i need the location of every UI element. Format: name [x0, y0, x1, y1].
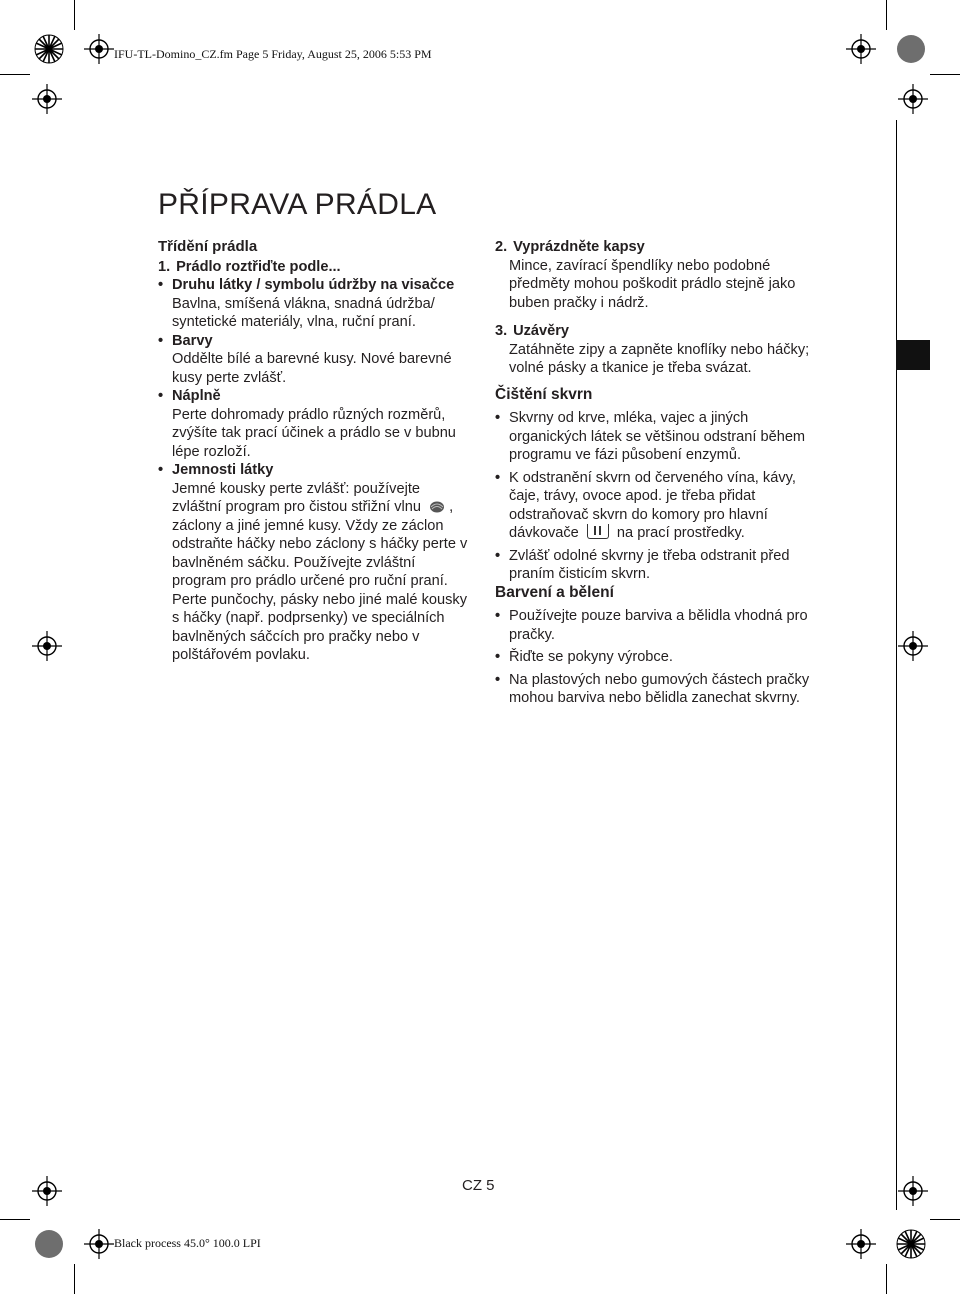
right-column [495, 238, 810, 708]
dyeing-bleaching-heading: Barvení a bělení [495, 583, 614, 601]
file-slug-bottom: Black process 45.0° 100.0 LPI [114, 1236, 261, 1250]
list-item [158, 387, 473, 461]
star-target-bottom-right [896, 1229, 926, 1259]
registration-mark-bottom-left [84, 1229, 114, 1259]
list-item [158, 276, 473, 332]
trim-line-right-bottom [930, 1219, 960, 1220]
list-item: • Na plastových nebo gumových částech pračky mohou barviva nebo bělidla zanechat skvrny. [495, 671, 810, 708]
list-item: • Skvrny od krve, mléka, vajec a jiných organických látek se většinou odstraní během programu ve fázi působení enzymů. [495, 409, 810, 465]
colour-text: Oddělte bílé a barevné kusy. Nové barevné kusy perte zvlášť. [172, 351, 452, 386]
step-1-label: Prádlo roztřiďte podle... [176, 258, 341, 275]
right-margin-rule [896, 120, 897, 1210]
gray-circle-bottom-left [34, 1229, 64, 1259]
left-column [158, 238, 473, 665]
step-2-number: 2. [495, 239, 508, 255]
delicate-label: • Jemnosti látky [172, 462, 274, 478]
trim-line-left-top [0, 74, 30, 75]
list-item: • Řiďte se pokyny výrobce. [495, 648, 810, 667]
trim-line-bottom-left [74, 1264, 75, 1294]
detergent-drawer-icon [587, 524, 609, 539]
registration-mark-right-upper [898, 84, 928, 114]
load-label: • Náplně [172, 388, 221, 404]
stain-text-2: K odstranění skvrn od červeného vína, kávy, čaje, trávy, ovoce apod. je třeba přidat odstraňovač skvrn do komory pro hlavní [509, 469, 796, 523]
page-title: PŘÍPRAVA PRÁDLA [158, 188, 437, 221]
registration-mark-left-lower [32, 1176, 62, 1206]
registration-mark-right-lower [898, 1176, 928, 1206]
stain-text-2-word: dávkovače [509, 525, 579, 541]
step-3-label: Uzávěry [513, 323, 570, 339]
registration-mark-left-upper [32, 84, 62, 114]
step-2-text: Mince, zavírací špendlíky nebo podobné předměty mohou poškodit prádlo stejně jako buben pračky i nádrž. [509, 257, 796, 311]
step-2-label: Vyprázdněte kapsy [513, 239, 645, 255]
delicate-text-before: Jemné kousky perte zvlášť: používejte zvláštní program pro čistou střižní vlnu [172, 480, 421, 515]
stain-removal-list [495, 409, 810, 584]
list-item [495, 469, 810, 543]
star-target-top-left [34, 34, 64, 64]
trim-line-left-bottom [0, 1219, 30, 1220]
list-item: • Používejte pouze barviva a bělidla vhodná pro pračky. [495, 607, 810, 644]
registration-mark-left-middle [32, 631, 62, 661]
step-3-text: Zatáhněte zipy a zapněte knoflíky nebo háčky; volné pásky a tkanice je třeba svázat. [509, 341, 810, 376]
dyeing-bleaching-list [495, 607, 810, 708]
trim-line-right-top [930, 74, 960, 75]
step-2-heading [495, 238, 810, 257]
sorting-list [158, 276, 473, 665]
registration-mark-right-middle [898, 631, 928, 661]
fabric-type-text: Bavlna, smíšená vlákna, snadná údržba/ syntetické materiály, vlna, ruční praní. [172, 295, 435, 330]
step-1-heading [158, 258, 473, 277]
list-item: • Zvlášť odolné skvrny je třeba odstranit před praním čisticím skvrn. [495, 547, 810, 584]
page-number: CZ 5 [462, 1177, 495, 1194]
registration-mark-top-right [846, 34, 876, 64]
delicate-text [172, 480, 473, 665]
wool-ball-icon [428, 499, 446, 513]
fabric-type-label: • Druhu látky / symbolu údržby na visačce [172, 277, 455, 293]
list-item [158, 461, 473, 665]
load-text: Perte dohromady prádlo různých rozměrů, zvýšíte tak prací účinek a prádlo se v bubnu lépe rozloží. [172, 406, 456, 460]
trim-line-top-right [886, 0, 887, 30]
delicate-text-after: , záclony a jiné jemné kusy. Vždy ze záclon odstraňte háčky nebo záclony s háčky perte v bavlněném sáčku. Používejte zvláštní program pro prádlo určené pro ruční praní. Perte punčochy, pásky nebo jiné malé kousky s háčky (např. podprsenky) ve speciálních bavlněných sáčcích pro pračky nebo v polštářovém povlaku. [172, 499, 468, 663]
sorting-heading: Třídění prádla [158, 238, 258, 255]
step-3-heading [495, 322, 810, 341]
step-1-number: 1. [158, 258, 171, 275]
file-slug-top: IFU-TL-Domino_CZ.fm Page 5 Friday, August 25, 2006 5:53 PM [114, 47, 432, 61]
stain-text-2-after: na prací prostředky. [616, 525, 745, 541]
stain-removal-heading: Čištění skvrn [495, 385, 593, 403]
registration-mark-top-left [84, 34, 114, 64]
step-3-number: 3. [495, 323, 508, 339]
trim-line-bottom-right [886, 1264, 887, 1294]
registration-mark-bottom-right [846, 1229, 876, 1259]
colour-label: • Barvy [172, 332, 213, 349]
section-tab-marker [896, 340, 930, 370]
gray-circle-top-right [896, 34, 926, 64]
trim-line-top-left [74, 0, 75, 30]
list-item [158, 332, 473, 388]
